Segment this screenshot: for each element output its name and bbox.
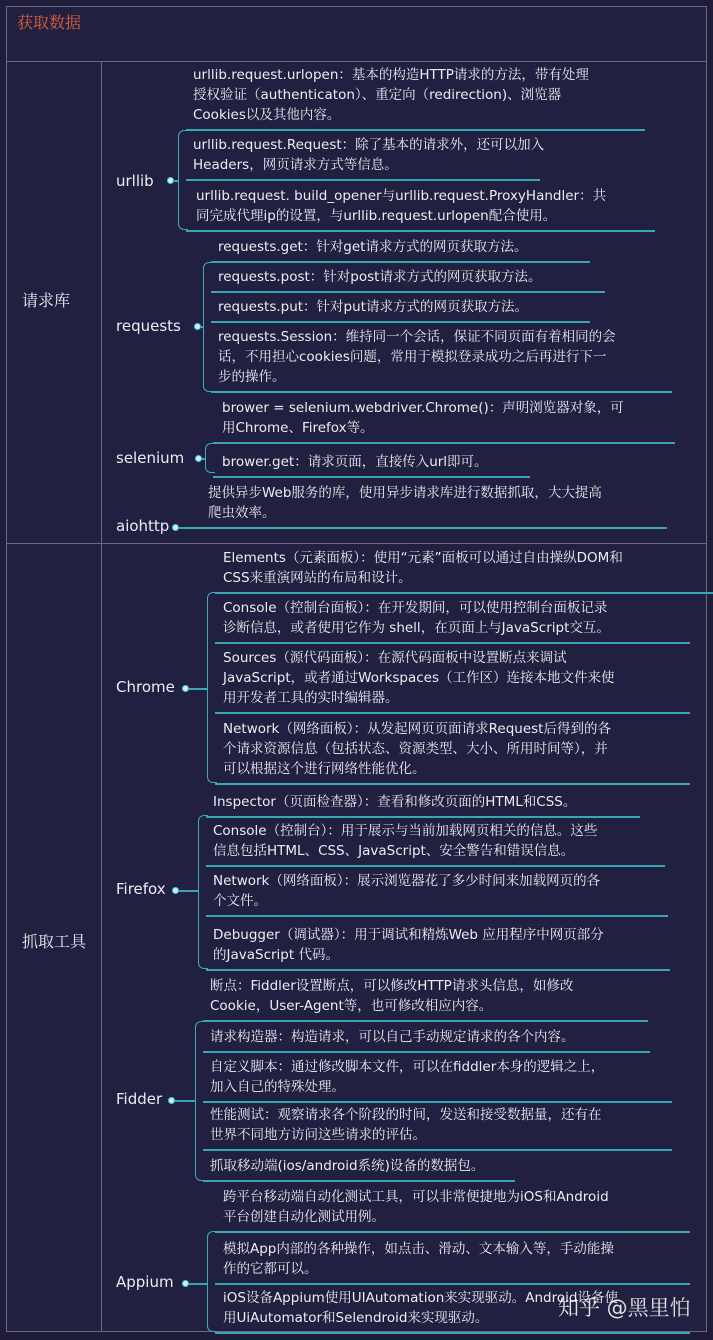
leaf-item: Network（网络面板）：从发起网页页面请求Request后得到的各 个请求资源信息（包括状态、资源类型、大小、所用时间等），并 可以根据这个进行网络性能优化。 bbox=[223, 721, 611, 777]
leaf-underline bbox=[186, 179, 540, 181]
leaf-item: Sources（源代码面板）：在源代码面板中设置断点来调试 JavaScript，或者通过Workspaces（工作区）连接本地文件来使 用开发者工具的实时编辑器。 bbox=[223, 650, 615, 706]
leaf-underline bbox=[213, 442, 675, 444]
leaf-underline bbox=[186, 129, 645, 131]
branch-bracket bbox=[198, 815, 208, 969]
connector-line bbox=[201, 458, 205, 460]
branch-bracket bbox=[205, 443, 215, 473]
node-selenium: selenium bbox=[116, 449, 185, 467]
leaf-item: 断点：Fiddler设置断点，可以修改HTTP请求头信息，如修改 Cookie，User-Agent等，也可修改相应内容。 bbox=[210, 978, 574, 1014]
leaf-item: Console（控制台面板）：在开发期间，可以使用控制台面板记录 诊断信息，或者使用它作为 shell，在页面上与JavaScript交互。 bbox=[223, 600, 610, 636]
leaf-item: requests.Session：维持同一个会话，保证不同页面有着相同的会 话，不用担心cookies问题，常用于模拟登录成功之后再进行下一 步的操作。 bbox=[218, 329, 616, 385]
leaf-underline bbox=[215, 642, 690, 644]
header-divider bbox=[6, 61, 707, 62]
leaf-item: Inspector（页面检查器）：查看和修改页面的HTML和CSS。 bbox=[213, 794, 577, 810]
leaf-underline bbox=[211, 321, 590, 323]
row-divider bbox=[6, 543, 707, 544]
leaf-underline bbox=[215, 592, 713, 594]
leaf-underline bbox=[215, 783, 690, 785]
category-capture-tools: 抓取工具 bbox=[22, 932, 87, 951]
branch-bracket bbox=[207, 1231, 217, 1332]
leaf-item: 抓取移动端(ios/android系统)设备的数据包。 bbox=[210, 1158, 485, 1174]
connector-line bbox=[188, 1283, 207, 1285]
leaf-item: requests.get：针对get请求方式的网页获取方法。 bbox=[218, 239, 528, 255]
leaf-underline bbox=[215, 1332, 690, 1334]
leaf-underline bbox=[186, 230, 655, 232]
branch-bracket bbox=[203, 262, 213, 392]
node-requests: requests bbox=[116, 317, 181, 335]
leaf-item: Network（网络面板）：展示浏览器花了多少时间来加载网页的各 个文件。 bbox=[213, 873, 601, 909]
leaf-underline bbox=[215, 1231, 690, 1233]
node-appium: Appium bbox=[116, 1273, 174, 1291]
leaf-item: urllib.request.Request：除了基本的请求外，还可以加入 Headers，网页请求方式等信息。 bbox=[193, 137, 545, 173]
connector-line bbox=[188, 688, 207, 690]
leaf-underline bbox=[206, 915, 668, 917]
node-firefox: Firefox bbox=[116, 880, 166, 898]
leaf-underline bbox=[203, 1020, 648, 1022]
connector-line bbox=[178, 890, 198, 892]
leaf-underline bbox=[211, 291, 605, 293]
connector-line bbox=[174, 1100, 195, 1102]
leaf-item: 模拟App内部的各种操作，如点击、滑动、文本输入等，手动能操 作的它都可以。 bbox=[223, 1241, 614, 1277]
leaf-underline bbox=[213, 476, 530, 478]
leaf-item: requests.post：针对post请求方式的网页获取方法。 bbox=[218, 269, 542, 285]
leaf-underline bbox=[203, 1149, 672, 1151]
leaf-underline bbox=[178, 527, 667, 529]
connector-line bbox=[173, 180, 178, 182]
leaf-underline bbox=[211, 391, 672, 393]
leaf-underline bbox=[206, 816, 640, 818]
leaf-item: requests.put：针对put请求方式的网页获取方法。 bbox=[218, 299, 528, 315]
node-urllib: urllib bbox=[116, 172, 154, 190]
node-fidder: Fidder bbox=[116, 1090, 163, 1108]
leaf-underline bbox=[203, 1180, 515, 1182]
leaf-item: 请求构造器：构造请求，可以自己手动规定请求的各个内容。 bbox=[210, 1029, 575, 1045]
leaf-underline bbox=[215, 712, 690, 714]
branch-bracket bbox=[207, 592, 217, 783]
leaf-underline bbox=[206, 865, 665, 867]
leaf-item: 自定义脚本：通过修改脚本文件，可以在fiddler本身的逻辑之上， 加入自己的特殊处理。 bbox=[210, 1059, 605, 1095]
leaf-item: brower.get：请求页面，直接传入url即可。 bbox=[222, 454, 488, 470]
node-chrome: Chrome bbox=[116, 678, 175, 696]
leaf-underline bbox=[215, 1283, 690, 1285]
leaf-item: Console（控制台）：用于展示与当前加载网页相关的信息。这些 信息包括HTML、CSS、JavaScript、安全警告和错误信息。 bbox=[213, 823, 598, 859]
leaf-item: brower = selenium.webdriver.Chrome()：声明浏览器对象，可 用Chrome、Firefox等。 bbox=[222, 400, 624, 436]
leaf-underline bbox=[203, 1101, 672, 1103]
connector-line bbox=[200, 326, 203, 328]
leaf-item: urllib.request. build_opener与urllib.request.ProxyHandler：共 同完成代理ip的设置，与urllib.request.urlopen配合使用。 bbox=[196, 188, 607, 224]
leaf-item: urllib.request.urlopen：基本的构造HTTP请求的方法，带有处理 授权验证（authenticaton）、重定向（redirection)、浏览器 Cookies以及其他内容。 bbox=[193, 67, 589, 123]
node-aiohttp: aiohttp bbox=[116, 517, 170, 535]
leaf-item: 性能测试：观察请求各个阶段的时间，发送和接受数据量，还有在 世界不同地方访问这些请求的评估。 bbox=[210, 1107, 602, 1143]
leaf-item: Elements（元素面板）：使用“元素”面板可以通过自由操纵DOM和 CSS来重演网站的布局和设计。 bbox=[223, 550, 623, 586]
leaf-underline bbox=[211, 261, 590, 263]
leaf-item: iOS设备Appium使用UIAutomation来实现驱动。Android设备使 用UiAutomator和Selendroid来实现驱动。 bbox=[223, 1290, 618, 1326]
leaf-item: Debugger（调试器）：用于调试和精炼Web 应用程序中网页部分 的JavaScript 代码。 bbox=[213, 927, 604, 963]
leaf-item: 跨平台移动端自动化测试工具，可以非常便捷地为iOS和Android 平台创建自动化测试用例。 bbox=[223, 1189, 609, 1225]
watermark: 知乎 @黑里怕 bbox=[558, 1296, 691, 1320]
category-request-libs: 请求库 bbox=[22, 291, 71, 310]
leaf-underline bbox=[203, 1051, 650, 1053]
column-divider bbox=[101, 61, 102, 1332]
page-title: 获取数据 bbox=[17, 13, 82, 32]
leaf-underline bbox=[206, 969, 670, 971]
leaf-item: 提供异步Web服务的库，使用异步请求库进行数据抓取，大大提高 爬虫效率。 bbox=[208, 485, 602, 521]
